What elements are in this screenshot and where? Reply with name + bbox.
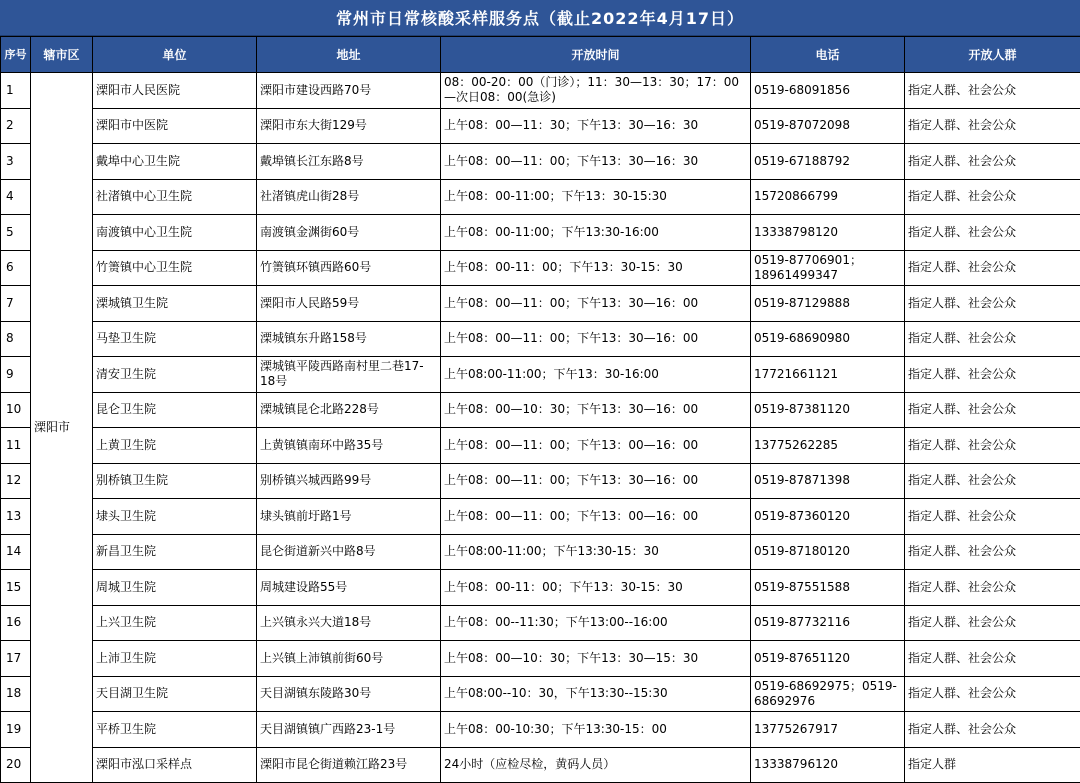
cell-address: 溧阳市东大街129号: [257, 108, 441, 144]
cell-audience: 指定人群、社会公众: [905, 321, 1080, 357]
cell-audience: 指定人群、社会公众: [905, 286, 1080, 322]
cell-address: 南渡镇金渊街60号: [257, 215, 441, 251]
cell-unit-name: 社渚镇中心卫生院: [93, 179, 257, 215]
cell-row-number: 15: [1, 570, 31, 606]
cell-address: 竹箦镇环镇西路60号: [257, 250, 441, 286]
cell-phone: 0519-87381120: [751, 392, 905, 428]
cell-phone: 0519-87871398: [751, 463, 905, 499]
cell-phone: 0519-67188792: [751, 144, 905, 180]
cell-opening-hours: 上午08：00—11：00；下午13：00—16：00: [441, 499, 751, 535]
table-row: [1, 392, 1080, 428]
cell-row-number: 18: [1, 676, 31, 712]
sampling-sites-table: [0, 36, 1080, 783]
cell-address: 溧阳市建设西路70号: [257, 73, 441, 109]
cell-audience: 指定人群、社会公众: [905, 250, 1080, 286]
cell-address: 天目湖镇镇广西路23-1号: [257, 712, 441, 748]
cell-opening-hours: 上午08：00-11:00；下午13：30-15:30: [441, 179, 751, 215]
cell-unit-name: 溧城镇卫生院: [93, 286, 257, 322]
cell-row-number: 17: [1, 641, 31, 677]
header-row: [1, 37, 1080, 73]
cell-unit-name: 溧阳市人民医院: [93, 73, 257, 109]
cell-address: 上兴镇永兴大道18号: [257, 605, 441, 641]
cell-unit-name: 竹箦镇中心卫生院: [93, 250, 257, 286]
table-row: [1, 463, 1080, 499]
header-audience: 开放人群: [905, 37, 1080, 73]
cell-opening-hours: 上午08：00—11：00；下午13：30—16：00: [441, 286, 751, 322]
cell-address: 社渚镇虎山街28号: [257, 179, 441, 215]
cell-phone: 0519-87551588: [751, 570, 905, 606]
cell-address: 昆仑街道新兴中路8号: [257, 534, 441, 570]
cell-address: 溧阳市昆仑街道赖江路23号: [257, 747, 441, 783]
cell-row-number: 1: [1, 73, 31, 109]
cell-audience: 指定人群、社会公众: [905, 463, 1080, 499]
cell-opening-hours: 上午08：00—10：30；下午13：30—16：00: [441, 392, 751, 428]
cell-row-number: 7: [1, 286, 31, 322]
cell-phone: 0519-87651120: [751, 641, 905, 677]
cell-audience: 指定人群、社会公众: [905, 108, 1080, 144]
cell-opening-hours: 上午08:00-11:00；下午13：30-16:00: [441, 357, 751, 393]
cell-opening-hours: 上午08:00--10：30，下午13:30--15:30: [441, 676, 751, 712]
header-district: 辖市区: [31, 37, 93, 73]
cell-row-number: 19: [1, 712, 31, 748]
cell-audience: 指定人群、社会公众: [905, 605, 1080, 641]
header-address: 地址: [257, 37, 441, 73]
table-row: [1, 534, 1080, 570]
cell-unit-name: 溧阳市中医院: [93, 108, 257, 144]
cell-phone: 0519-68690980: [751, 321, 905, 357]
cell-row-number: 9: [1, 357, 31, 393]
cell-opening-hours: 上午08：00-11：00；下午13：30-15：30: [441, 570, 751, 606]
cell-row-number: 8: [1, 321, 31, 357]
cell-phone: 13775262285: [751, 428, 905, 464]
cell-address: 戴埠镇长江东路8号: [257, 144, 441, 180]
cell-unit-name: 别桥镇卫生院: [93, 463, 257, 499]
cell-audience: 指定人群、社会公众: [905, 499, 1080, 535]
cell-unit-name: 溧阳市泓口采样点: [93, 747, 257, 783]
cell-audience: 指定人群、社会公众: [905, 534, 1080, 570]
cell-address: 天目湖镇东陵路30号: [257, 676, 441, 712]
table-row: [1, 144, 1080, 180]
cell-phone: 0519-87072098: [751, 108, 905, 144]
cell-audience: 指定人群、社会公众: [905, 179, 1080, 215]
cell-unit-name: 清安卫生院: [93, 357, 257, 393]
cell-address: 埭头镇前圩路1号: [257, 499, 441, 535]
cell-unit-name: 上沛卫生院: [93, 641, 257, 677]
cell-phone: 15720866799: [751, 179, 905, 215]
cell-address: 别桥镇兴城西路99号: [257, 463, 441, 499]
cell-opening-hours: 上午08：00-10:30；下午13:30-15：00: [441, 712, 751, 748]
cell-unit-name: 天目湖卫生院: [93, 676, 257, 712]
cell-opening-hours: 上午08：00—11：00；下午13：30—16：00: [441, 463, 751, 499]
cell-opening-hours: 24小时（应检尽检，黄码人员）: [441, 747, 751, 783]
header-unit: 单位: [93, 37, 257, 73]
cell-unit-name: 戴埠中心卫生院: [93, 144, 257, 180]
cell-phone: 17721661121: [751, 357, 905, 393]
cell-row-number: 5: [1, 215, 31, 251]
cell-phone: 0519-87180120: [751, 534, 905, 570]
cell-phone: 13775267917: [751, 712, 905, 748]
cell-audience: 指定人群、社会公众: [905, 73, 1080, 109]
cell-unit-name: 马垫卫生院: [93, 321, 257, 357]
cell-audience: 指定人群、社会公众: [905, 712, 1080, 748]
cell-row-number: 3: [1, 144, 31, 180]
table-row: [1, 641, 1080, 677]
cell-opening-hours: 08：00-20：00（门诊）；11：30—13：30；17：00—次日08：00(急诊): [441, 73, 751, 109]
cell-address: 周城建设路55号: [257, 570, 441, 606]
table-row: [1, 250, 1080, 286]
cell-unit-name: 新昌卫生院: [93, 534, 257, 570]
cell-unit-name: 昆仑卫生院: [93, 392, 257, 428]
cell-row-number: 4: [1, 179, 31, 215]
cell-address: 溧城镇平陵西路南村里二巷17-18号: [257, 357, 441, 393]
header-phone: 电话: [751, 37, 905, 73]
cell-opening-hours: 上午08：00—11：00；下午13：00—16：00: [441, 428, 751, 464]
table-row: [1, 286, 1080, 322]
cell-opening-hours: 上午08：00-11:00；下午13:30-16:00: [441, 215, 751, 251]
cell-address: 上黄镇镇南环中路35号: [257, 428, 441, 464]
header-hours: 开放时间: [441, 37, 751, 73]
cell-audience: 指定人群、社会公众: [905, 215, 1080, 251]
table-row: [1, 357, 1080, 393]
sheet-title: 常州市日常核酸采样服务点（截止2022年4月17日）: [0, 0, 1080, 36]
table-row: [1, 605, 1080, 641]
cell-opening-hours: 上午08：00—10：30；下午13：30—15：30: [441, 641, 751, 677]
table-row: [1, 73, 1080, 109]
cell-row-number: 13: [1, 499, 31, 535]
cell-row-number: 6: [1, 250, 31, 286]
table-row: [1, 179, 1080, 215]
table-row: [1, 321, 1080, 357]
cell-audience: 指定人群、社会公众: [905, 392, 1080, 428]
cell-address: 上兴镇上沛镇前街60号: [257, 641, 441, 677]
cell-unit-name: 平桥卫生院: [93, 712, 257, 748]
cell-unit-name: 埭头卫生院: [93, 499, 257, 535]
header-no: 序号: [1, 37, 31, 73]
cell-audience: 指定人群、社会公众: [905, 144, 1080, 180]
cell-row-number: 10: [1, 392, 31, 428]
cell-row-number: 14: [1, 534, 31, 570]
table-row: [1, 676, 1080, 712]
cell-row-number: 20: [1, 747, 31, 783]
cell-phone: 13338798120: [751, 215, 905, 251]
table-row: [1, 215, 1080, 251]
cell-audience: 指定人群、社会公众: [905, 357, 1080, 393]
table-row: [1, 712, 1080, 748]
cell-opening-hours: 上午08：00--11:30；下午13:00--16:00: [441, 605, 751, 641]
cell-phone: 0519-87706901；18961499347: [751, 250, 905, 286]
cell-opening-hours: 上午08：00-11：00；下午13：30-15：30: [441, 250, 751, 286]
cell-address: 溧城镇昆仑北路228号: [257, 392, 441, 428]
cell-row-number: 12: [1, 463, 31, 499]
table-row: [1, 499, 1080, 535]
table-row: [1, 108, 1080, 144]
cell-audience: 指定人群、社会公众: [905, 570, 1080, 606]
cell-row-number: 11: [1, 428, 31, 464]
cell-audience: 指定人群: [905, 747, 1080, 783]
cell-unit-name: 周城卫生院: [93, 570, 257, 606]
cell-row-number: 16: [1, 605, 31, 641]
cell-phone: 0519-87129888: [751, 286, 905, 322]
cell-phone: 0519-68091856: [751, 73, 905, 109]
cell-address: 溧城镇东升路158号: [257, 321, 441, 357]
table-row: [1, 428, 1080, 464]
cell-audience: 指定人群、社会公众: [905, 676, 1080, 712]
cell-audience: 指定人群、社会公众: [905, 428, 1080, 464]
district-cell: 溧阳市: [31, 73, 93, 783]
cell-phone: 0519-68692975；0519-68692976: [751, 676, 905, 712]
cell-opening-hours: 上午08：00—11：00；下午13：30—16：00: [441, 321, 751, 357]
cell-opening-hours: 上午08：00—11：30；下午13：30—16：30: [441, 108, 751, 144]
cell-phone: 0519-87732116: [751, 605, 905, 641]
table-row: [1, 747, 1080, 783]
cell-unit-name: 上兴卫生院: [93, 605, 257, 641]
cell-opening-hours: 上午08:00-11:00；下午13:30-15：30: [441, 534, 751, 570]
cell-phone: 13338796120: [751, 747, 905, 783]
cell-unit-name: 上黄卫生院: [93, 428, 257, 464]
cell-unit-name: 南渡镇中心卫生院: [93, 215, 257, 251]
cell-address: 溧阳市人民路59号: [257, 286, 441, 322]
table-row: [1, 570, 1080, 606]
cell-row-number: 2: [1, 108, 31, 144]
cell-phone: 0519-87360120: [751, 499, 905, 535]
cell-opening-hours: 上午08：00—11：00；下午13：30—16：30: [441, 144, 751, 180]
cell-audience: 指定人群、社会公众: [905, 641, 1080, 677]
